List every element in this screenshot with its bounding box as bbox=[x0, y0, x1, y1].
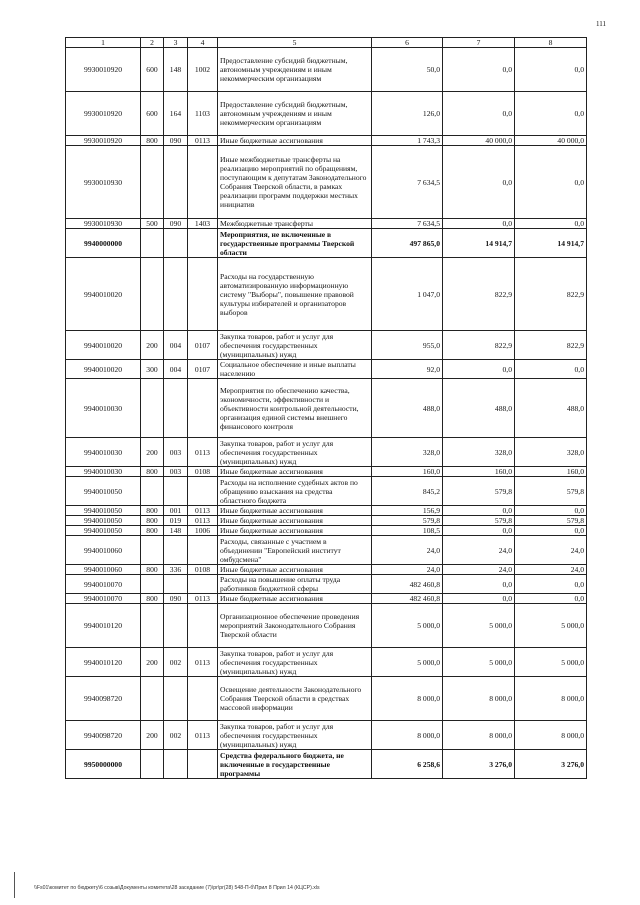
amount-col6-cell: 108,5 bbox=[372, 526, 443, 536]
description-cell: Средства федерального бюджета, не включенные в государственные программы bbox=[218, 750, 372, 779]
budget-code-cell: 9930010930 bbox=[66, 219, 141, 229]
admin-code-cell: 002 bbox=[164, 648, 188, 677]
description-cell: Межбюджетные трансферты bbox=[218, 219, 372, 229]
budget-code-cell: 9940010020 bbox=[66, 258, 141, 331]
admin-code-cell bbox=[164, 379, 188, 438]
amount-col8-cell: 24,0 bbox=[515, 536, 587, 565]
admin-code-cell bbox=[164, 229, 188, 258]
budget-code-cell: 9940010030 bbox=[66, 467, 141, 477]
amount-col7-cell: 0,0 bbox=[443, 360, 515, 379]
budget-code-cell: 9940010020 bbox=[66, 360, 141, 379]
description-cell: Закупка товаров, работ и услуг для обеспечения государственных (муниципальных) нужд bbox=[218, 721, 372, 750]
table-header-row bbox=[66, 38, 587, 48]
amount-col8-cell: 0,0 bbox=[515, 48, 587, 92]
description-cell: Закупка товаров, работ и услуг для обеспечения государственных (муниципальных) нужд bbox=[218, 648, 372, 677]
header-cell: 1 bbox=[66, 38, 141, 48]
budget-code-cell: 9940010120 bbox=[66, 648, 141, 677]
budget-table bbox=[65, 37, 587, 779]
amount-col8-cell: 40 000,0 bbox=[515, 136, 587, 146]
description-cell: Иные межбюджетные трансферты на реализацию мероприятий по обращениям, поступающим к депутатам Законодательного Собрания Тверской области, в рамках реализации программ поддержки местных инициатив bbox=[218, 146, 372, 219]
budget-code-cell: 9940098720 bbox=[66, 721, 141, 750]
expense-type-cell: 200 bbox=[141, 721, 164, 750]
description-cell: Предоставление субсидий бюджетным, автономным учреждениям и иным некоммерческим организациям bbox=[218, 48, 372, 92]
section-code-cell: 0107 bbox=[188, 331, 218, 360]
section-code-cell: 1006 bbox=[188, 526, 218, 536]
section-code-cell: 1103 bbox=[188, 92, 218, 136]
amount-col7-cell: 0,0 bbox=[443, 526, 515, 536]
admin-code-cell: 004 bbox=[164, 360, 188, 379]
amount-col6-cell: 7 634,5 bbox=[372, 219, 443, 229]
amount-col7-cell: 0,0 bbox=[443, 146, 515, 219]
description-cell: Организационное обеспечение проведения мероприятий Законодательного Собрания Тверской области bbox=[218, 604, 372, 648]
amount-col6-cell: 8 000,0 bbox=[372, 677, 443, 721]
amount-col7-cell: 0,0 bbox=[443, 594, 515, 604]
amount-col6-cell: 328,0 bbox=[372, 438, 443, 467]
header-cell: 3 bbox=[164, 38, 188, 48]
admin-code-cell: 164 bbox=[164, 92, 188, 136]
section-code-cell bbox=[188, 750, 218, 779]
amount-col8-cell: 160,0 bbox=[515, 467, 587, 477]
amount-col7-cell: 5 000,0 bbox=[443, 648, 515, 677]
expense-type-cell: 200 bbox=[141, 331, 164, 360]
table-row bbox=[66, 516, 587, 526]
amount-col6-cell: 482 460,8 bbox=[372, 575, 443, 594]
amount-col6-cell: 955,0 bbox=[372, 331, 443, 360]
description-cell: Мероприятия по обеспечению качества, экономичности, эффективности и объективности контрольной деятельности, организация единой системы внешнего финансового контроля bbox=[218, 379, 372, 438]
amount-col6-cell: 92,0 bbox=[372, 360, 443, 379]
amount-col8-cell: 488,0 bbox=[515, 379, 587, 438]
amount-col6-cell: 845,2 bbox=[372, 477, 443, 506]
admin-code-cell: 001 bbox=[164, 506, 188, 516]
admin-code-cell: 148 bbox=[164, 526, 188, 536]
section-code-cell: 0113 bbox=[188, 136, 218, 146]
description-cell: Социальное обеспечение и иные выплаты населению bbox=[218, 360, 372, 379]
amount-col6-cell: 5 000,0 bbox=[372, 604, 443, 648]
amount-col8-cell: 0,0 bbox=[515, 92, 587, 136]
expense-type-cell: 800 bbox=[141, 467, 164, 477]
budget-code-cell: 9940098720 bbox=[66, 677, 141, 721]
amount-col8-cell: 0,0 bbox=[515, 360, 587, 379]
section-code-cell: 0108 bbox=[188, 467, 218, 477]
table-row bbox=[66, 648, 587, 677]
amount-col8-cell: 0,0 bbox=[515, 575, 587, 594]
header-cell: 8 bbox=[515, 38, 587, 48]
admin-code-cell: 090 bbox=[164, 136, 188, 146]
description-cell: Иные бюджетные ассигнования bbox=[218, 136, 372, 146]
admin-code-cell: 003 bbox=[164, 438, 188, 467]
table-row bbox=[66, 477, 587, 506]
budget-code-cell: 9940010070 bbox=[66, 594, 141, 604]
expense-type-cell bbox=[141, 604, 164, 648]
budget-code-cell: 9940010030 bbox=[66, 379, 141, 438]
budget-code-cell: 9940010020 bbox=[66, 331, 141, 360]
admin-code-cell bbox=[164, 677, 188, 721]
description-cell: Иные бюджетные ассигнования bbox=[218, 506, 372, 516]
amount-col6-cell: 482 460,8 bbox=[372, 594, 443, 604]
amount-col8-cell: 14 914,7 bbox=[515, 229, 587, 258]
description-cell: Мероприятия, не включенные в государственные программы Тверской области bbox=[218, 229, 372, 258]
description-cell: Иные бюджетные ассигнования bbox=[218, 594, 372, 604]
header-cell: 2 bbox=[141, 38, 164, 48]
footer-file-path: \\Fs01\комитет по бюджету\6 созыв\Документы комитета\28 заседание (7)\pr\pr(28) 548-П-б\Прил 8 Прил 14 (КЦСР).xls bbox=[34, 885, 320, 891]
amount-col7-cell: 328,0 bbox=[443, 438, 515, 467]
header-cell: 6 bbox=[372, 38, 443, 48]
amount-col7-cell: 0,0 bbox=[443, 219, 515, 229]
section-code-cell bbox=[188, 229, 218, 258]
expense-type-cell: 300 bbox=[141, 360, 164, 379]
section-code-cell bbox=[188, 677, 218, 721]
expense-type-cell bbox=[141, 258, 164, 331]
margin-mark bbox=[14, 872, 15, 898]
budget-code-cell: 9950000000 bbox=[66, 750, 141, 779]
amount-col8-cell: 0,0 bbox=[515, 219, 587, 229]
section-code-cell: 0113 bbox=[188, 516, 218, 526]
amount-col8-cell: 5 000,0 bbox=[515, 604, 587, 648]
budget-code-cell: 9940010060 bbox=[66, 565, 141, 575]
amount-col8-cell: 0,0 bbox=[515, 526, 587, 536]
amount-col6-cell: 6 258,6 bbox=[372, 750, 443, 779]
admin-code-cell bbox=[164, 477, 188, 506]
table-row bbox=[66, 575, 587, 594]
budget-code-cell: 9930010920 bbox=[66, 136, 141, 146]
table-row bbox=[66, 48, 587, 92]
expense-type-cell: 800 bbox=[141, 506, 164, 516]
description-cell: Иные бюджетные ассигнования bbox=[218, 526, 372, 536]
table-row bbox=[66, 604, 587, 648]
amount-col8-cell: 3 276,0 bbox=[515, 750, 587, 779]
expense-type-cell: 200 bbox=[141, 438, 164, 467]
admin-code-cell: 090 bbox=[164, 219, 188, 229]
table-row bbox=[66, 136, 587, 146]
budget-code-cell: 9930010920 bbox=[66, 48, 141, 92]
budget-code-cell: 9940000000 bbox=[66, 229, 141, 258]
amount-col7-cell: 0,0 bbox=[443, 92, 515, 136]
expense-type-cell bbox=[141, 677, 164, 721]
amount-col6-cell: 24,0 bbox=[372, 565, 443, 575]
section-code-cell bbox=[188, 575, 218, 594]
section-code-cell bbox=[188, 146, 218, 219]
amount-col7-cell: 40 000,0 bbox=[443, 136, 515, 146]
expense-type-cell bbox=[141, 379, 164, 438]
header-cell: 7 bbox=[443, 38, 515, 48]
amount-col7-cell: 14 914,7 bbox=[443, 229, 515, 258]
description-cell: Закупка товаров, работ и услуг для обеспечения государственных (муниципальных) нужд bbox=[218, 331, 372, 360]
expense-type-cell: 600 bbox=[141, 48, 164, 92]
amount-col8-cell: 5 000,0 bbox=[515, 648, 587, 677]
section-code-cell: 0107 bbox=[188, 360, 218, 379]
amount-col6-cell: 488,0 bbox=[372, 379, 443, 438]
expense-type-cell: 200 bbox=[141, 648, 164, 677]
budget-code-cell: 9940010060 bbox=[66, 536, 141, 565]
table-row bbox=[66, 379, 587, 438]
expense-type-cell bbox=[141, 146, 164, 219]
amount-col8-cell: 822,9 bbox=[515, 331, 587, 360]
admin-code-cell bbox=[164, 146, 188, 219]
budget-code-cell: 9940010030 bbox=[66, 438, 141, 467]
amount-col6-cell: 156,9 bbox=[372, 506, 443, 516]
expense-type-cell: 800 bbox=[141, 594, 164, 604]
budget-code-cell: 9940010050 bbox=[66, 516, 141, 526]
amount-col7-cell: 5 000,0 bbox=[443, 604, 515, 648]
expense-type-cell bbox=[141, 750, 164, 779]
admin-code-cell: 148 bbox=[164, 48, 188, 92]
section-code-cell: 0113 bbox=[188, 721, 218, 750]
table-row bbox=[66, 594, 587, 604]
expense-type-cell: 600 bbox=[141, 92, 164, 136]
expense-type-cell: 800 bbox=[141, 565, 164, 575]
section-code-cell: 0113 bbox=[188, 506, 218, 516]
table-row bbox=[66, 219, 587, 229]
amount-col7-cell: 24,0 bbox=[443, 536, 515, 565]
amount-col6-cell: 7 634,5 bbox=[372, 146, 443, 219]
section-code-cell: 0113 bbox=[188, 594, 218, 604]
amount-col6-cell: 8 000,0 bbox=[372, 721, 443, 750]
amount-col8-cell: 24,0 bbox=[515, 565, 587, 575]
amount-col7-cell: 24,0 bbox=[443, 565, 515, 575]
amount-col7-cell: 8 000,0 bbox=[443, 721, 515, 750]
table-row bbox=[66, 92, 587, 136]
admin-code-cell bbox=[164, 258, 188, 331]
amount-col6-cell: 1 743,3 bbox=[372, 136, 443, 146]
amount-col6-cell: 50,0 bbox=[372, 48, 443, 92]
admin-code-cell: 019 bbox=[164, 516, 188, 526]
table-row bbox=[66, 229, 587, 258]
expense-type-cell: 800 bbox=[141, 526, 164, 536]
amount-col6-cell: 5 000,0 bbox=[372, 648, 443, 677]
header-cell: 4 bbox=[188, 38, 218, 48]
admin-code-cell: 336 bbox=[164, 565, 188, 575]
amount-col6-cell: 24,0 bbox=[372, 536, 443, 565]
amount-col8-cell: 8 000,0 bbox=[515, 677, 587, 721]
amount-col7-cell: 0,0 bbox=[443, 506, 515, 516]
table-row bbox=[66, 331, 587, 360]
description-cell: Иные бюджетные ассигнования bbox=[218, 467, 372, 477]
amount-col7-cell: 0,0 bbox=[443, 575, 515, 594]
admin-code-cell: 003 bbox=[164, 467, 188, 477]
section-code-cell bbox=[188, 477, 218, 506]
amount-col7-cell: 579,8 bbox=[443, 477, 515, 506]
budget-code-cell: 9940010070 bbox=[66, 575, 141, 594]
budget-code-cell: 9940010050 bbox=[66, 477, 141, 506]
section-code-cell bbox=[188, 379, 218, 438]
table-row bbox=[66, 438, 587, 467]
description-cell: Расходы, связанные с участием в объединении "Европейский институт омбудсмена" bbox=[218, 536, 372, 565]
table-row bbox=[66, 536, 587, 565]
table-row bbox=[66, 750, 587, 779]
amount-col8-cell: 579,8 bbox=[515, 477, 587, 506]
header-cell: 5 bbox=[218, 38, 372, 48]
budget-code-cell: 9940010050 bbox=[66, 506, 141, 516]
expense-type-cell bbox=[141, 536, 164, 565]
section-code-cell bbox=[188, 604, 218, 648]
amount-col8-cell: 579,8 bbox=[515, 516, 587, 526]
admin-code-cell bbox=[164, 575, 188, 594]
section-code-cell bbox=[188, 536, 218, 565]
amount-col8-cell: 0,0 bbox=[515, 146, 587, 219]
section-code-cell: 0113 bbox=[188, 438, 218, 467]
section-code-cell bbox=[188, 258, 218, 331]
table-row bbox=[66, 526, 587, 536]
table-row bbox=[66, 506, 587, 516]
table-row bbox=[66, 258, 587, 331]
table-row bbox=[66, 146, 587, 219]
amount-col6-cell: 126,0 bbox=[372, 92, 443, 136]
amount-col6-cell: 1 047,0 bbox=[372, 258, 443, 331]
expense-type-cell bbox=[141, 229, 164, 258]
table-row bbox=[66, 677, 587, 721]
amount-col6-cell: 497 865,0 bbox=[372, 229, 443, 258]
section-code-cell: 0113 bbox=[188, 648, 218, 677]
admin-code-cell bbox=[164, 536, 188, 565]
description-cell: Освещение деятельности Законодательного Собрания Тверской области в средствах массовой информации bbox=[218, 677, 372, 721]
amount-col8-cell: 0,0 bbox=[515, 594, 587, 604]
table-row bbox=[66, 565, 587, 575]
admin-code-cell bbox=[164, 750, 188, 779]
table-row bbox=[66, 467, 587, 477]
amount-col6-cell: 579,8 bbox=[372, 516, 443, 526]
expense-type-cell bbox=[141, 477, 164, 506]
description-cell: Расходы на исполнение судебных актов по обращению взыскания на средства областного бюджета bbox=[218, 477, 372, 506]
expense-type-cell: 800 bbox=[141, 516, 164, 526]
amount-col7-cell: 0,0 bbox=[443, 48, 515, 92]
budget-code-cell: 9930010920 bbox=[66, 92, 141, 136]
admin-code-cell: 090 bbox=[164, 594, 188, 604]
page-number: 111 bbox=[596, 20, 606, 28]
admin-code-cell: 002 bbox=[164, 721, 188, 750]
budget-code-cell: 9940010050 bbox=[66, 526, 141, 536]
amount-col7-cell: 822,9 bbox=[443, 331, 515, 360]
table-row bbox=[66, 360, 587, 379]
description-cell: Расходы на государственную автоматизированную информационную систему "Выборы", повышение правовой культуры избирателей и организаторов выборов bbox=[218, 258, 372, 331]
expense-type-cell: 800 bbox=[141, 136, 164, 146]
budget-code-cell: 9940010120 bbox=[66, 604, 141, 648]
description-cell: Иные бюджетные ассигнования bbox=[218, 516, 372, 526]
amount-col7-cell: 488,0 bbox=[443, 379, 515, 438]
expense-type-cell bbox=[141, 575, 164, 594]
budget-code-cell: 9930010930 bbox=[66, 146, 141, 219]
amount-col7-cell: 579,8 bbox=[443, 516, 515, 526]
section-code-cell: 1403 bbox=[188, 219, 218, 229]
admin-code-cell bbox=[164, 604, 188, 648]
description-cell: Предоставление субсидий бюджетным, автономным учреждениям и иным некоммерческим организациям bbox=[218, 92, 372, 136]
amount-col8-cell: 328,0 bbox=[515, 438, 587, 467]
amount-col8-cell: 8 000,0 bbox=[515, 721, 587, 750]
section-code-cell: 0108 bbox=[188, 565, 218, 575]
amount-col6-cell: 160,0 bbox=[372, 467, 443, 477]
amount-col8-cell: 0,0 bbox=[515, 506, 587, 516]
amount-col8-cell: 822,9 bbox=[515, 258, 587, 331]
admin-code-cell: 004 bbox=[164, 331, 188, 360]
expense-type-cell: 500 bbox=[141, 219, 164, 229]
amount-col7-cell: 160,0 bbox=[443, 467, 515, 477]
description-cell: Расходы на повышение оплаты труда работников бюджетной сферы bbox=[218, 575, 372, 594]
section-code-cell: 1002 bbox=[188, 48, 218, 92]
amount-col7-cell: 3 276,0 bbox=[443, 750, 515, 779]
amount-col7-cell: 822,9 bbox=[443, 258, 515, 331]
description-cell: Закупка товаров, работ и услуг для обеспечения государственных (муниципальных) нужд bbox=[218, 438, 372, 467]
amount-col7-cell: 8 000,0 bbox=[443, 677, 515, 721]
description-cell: Иные бюджетные ассигнования bbox=[218, 565, 372, 575]
table-row bbox=[66, 721, 587, 750]
